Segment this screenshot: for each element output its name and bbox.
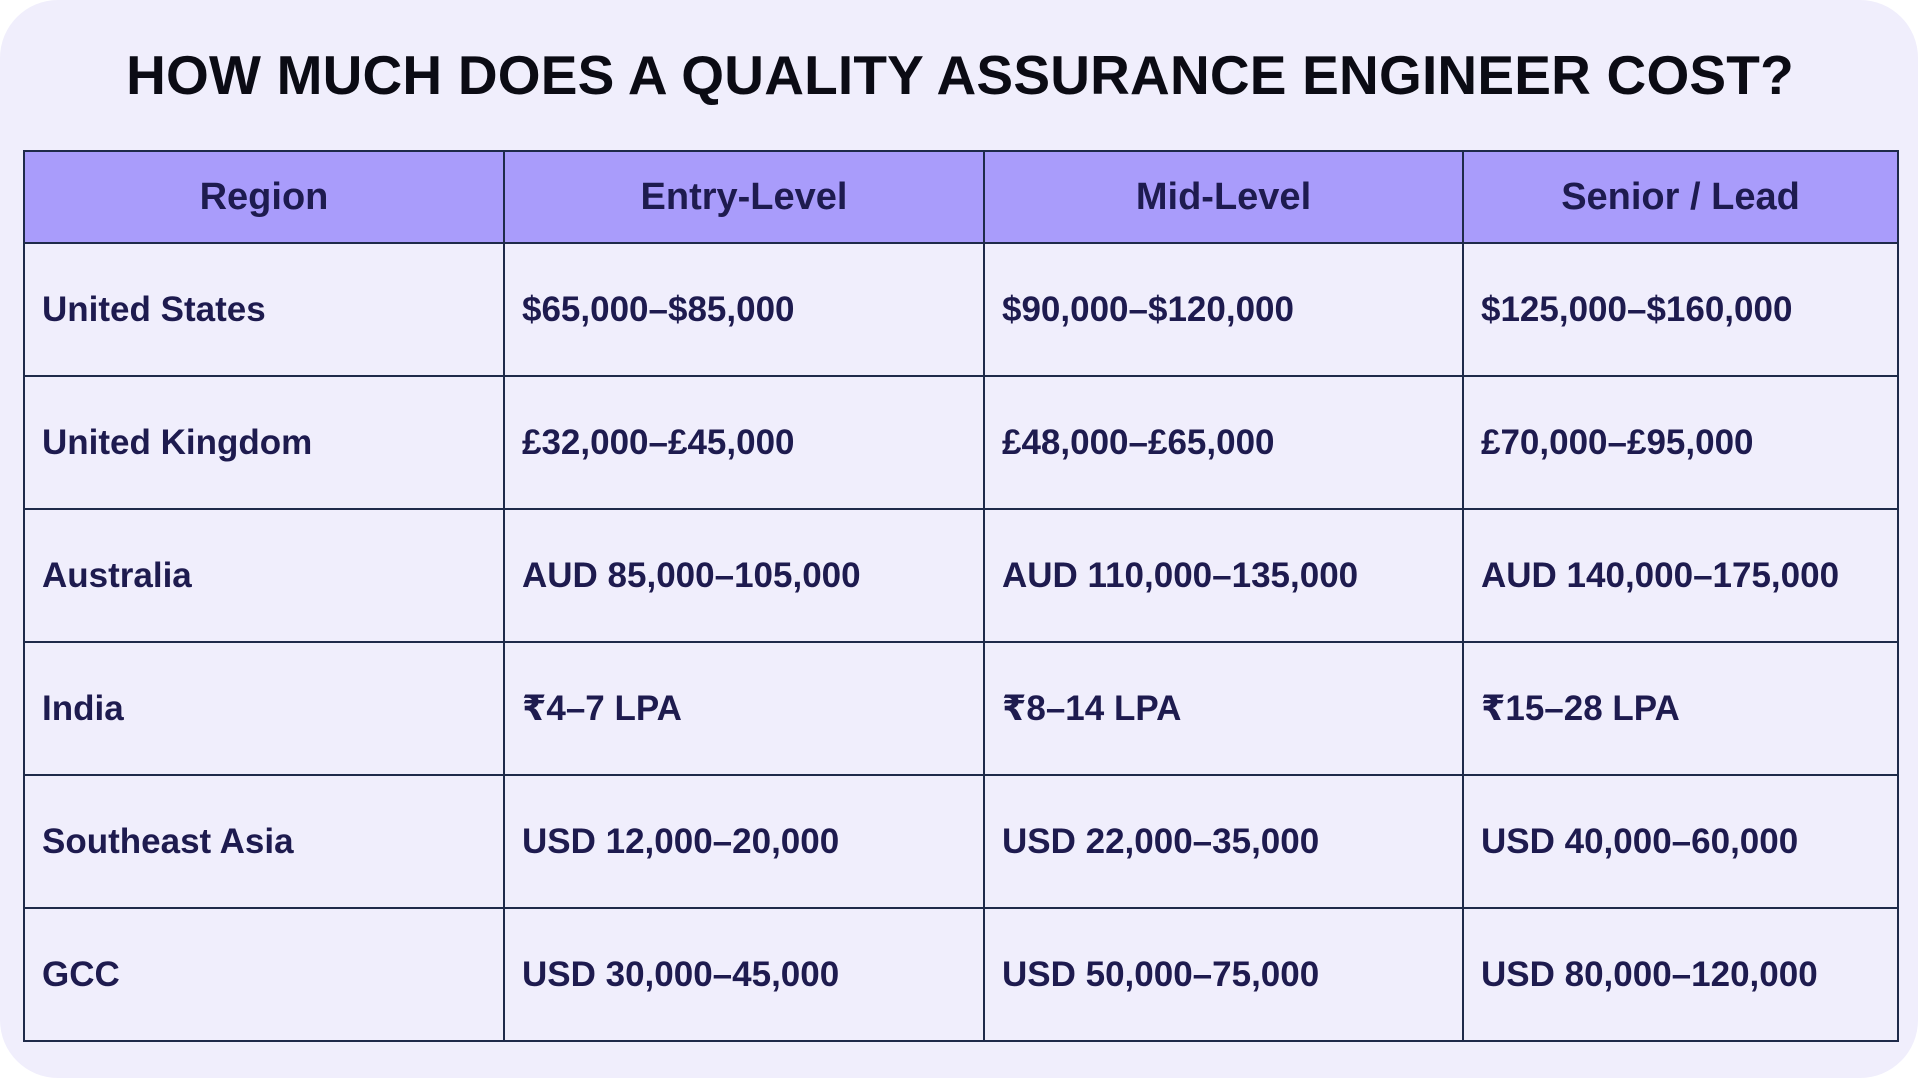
- mid-level-cell: £48,000–£65,000: [984, 376, 1463, 509]
- senior-lead-cell: ₹15–28 LPA: [1463, 642, 1898, 775]
- table-row: [24, 243, 1898, 376]
- column-header-senior-lead: Senior / Lead: [1463, 151, 1898, 243]
- salary-table: [23, 150, 1899, 1042]
- mid-level-cell: USD 22,000–35,000: [984, 775, 1463, 908]
- entry-level-cell: AUD 85,000–105,000: [504, 509, 984, 642]
- senior-lead-cell: £70,000–£95,000: [1463, 376, 1898, 509]
- column-header-region: Region: [24, 151, 504, 243]
- region-cell: GCC: [24, 908, 504, 1041]
- column-header-mid-level: Mid-Level: [984, 151, 1463, 243]
- column-header-entry-level: Entry-Level: [504, 151, 984, 243]
- mid-level-cell: USD 50,000–75,000: [984, 908, 1463, 1041]
- table-row: [24, 642, 1898, 775]
- table-row: [24, 509, 1898, 642]
- region-cell: United Kingdom: [24, 376, 504, 509]
- page-title: HOW MUCH DOES A QUALITY ASSURANCE ENGINEER COST?: [126, 44, 1794, 106]
- entry-level-cell: ₹4–7 LPA: [504, 642, 984, 775]
- entry-level-cell: USD 12,000–20,000: [504, 775, 984, 908]
- senior-lead-cell: USD 80,000–120,000: [1463, 908, 1898, 1041]
- entry-level-cell: USD 30,000–45,000: [504, 908, 984, 1041]
- mid-level-cell: ₹8–14 LPA: [984, 642, 1463, 775]
- entry-level-cell: $65,000–$85,000: [504, 243, 984, 376]
- mid-level-cell: AUD 110,000–135,000: [984, 509, 1463, 642]
- table-row: [24, 376, 1898, 509]
- region-cell: Southeast Asia: [24, 775, 504, 908]
- table-row: [24, 908, 1898, 1041]
- entry-level-cell: £32,000–£45,000: [504, 376, 984, 509]
- senior-lead-cell: USD 40,000–60,000: [1463, 775, 1898, 908]
- table-row: [24, 775, 1898, 908]
- senior-lead-cell: AUD 140,000–175,000: [1463, 509, 1898, 642]
- senior-lead-cell: $125,000–$160,000: [1463, 243, 1898, 376]
- mid-level-cell: $90,000–$120,000: [984, 243, 1463, 376]
- region-cell: India: [24, 642, 504, 775]
- table-header-row: [24, 151, 1898, 243]
- region-cell: Australia: [24, 509, 504, 642]
- region-cell: United States: [24, 243, 504, 376]
